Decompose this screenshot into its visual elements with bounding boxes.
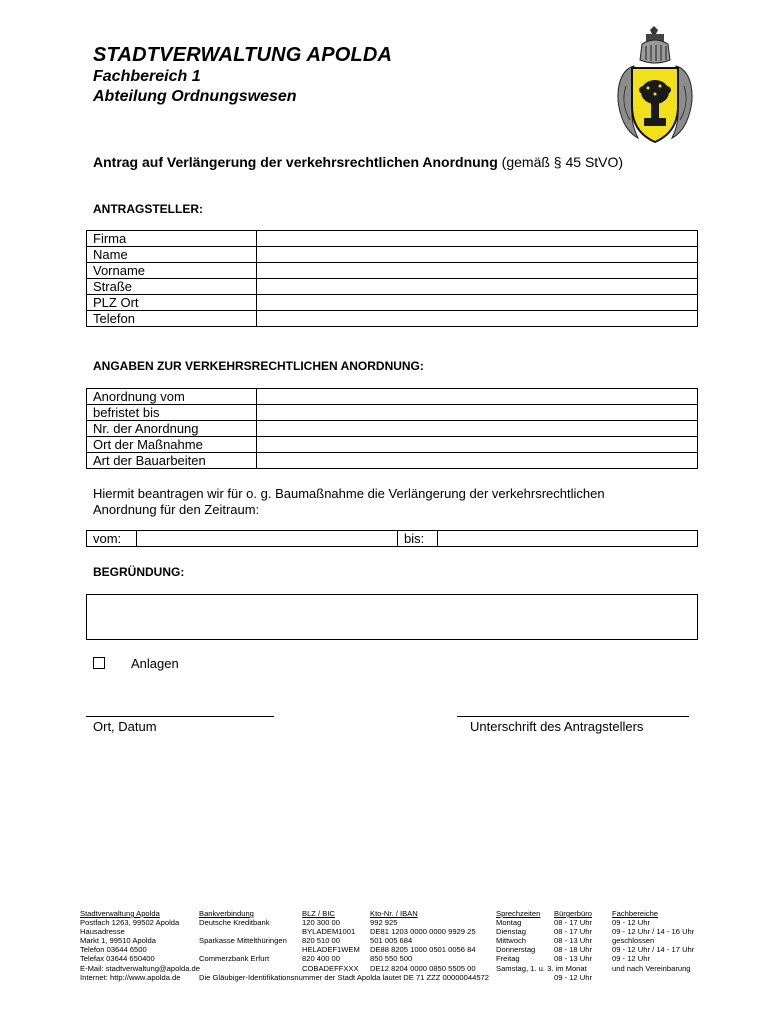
footer-text: Hausadresse (80, 927, 125, 937)
place-date-line[interactable] (86, 716, 274, 717)
footer-text: geschlossen (612, 936, 655, 946)
footer-text (554, 964, 592, 973)
form-heading-bold: Antrag auf Verlängerung der verkehrsrechtlichen Anordnung (93, 154, 498, 170)
footer-text: 08 - 13 Uhr (554, 954, 592, 964)
footer-text: Postfach 1263, 99502 Apolda (80, 918, 180, 928)
footer-creditor-id: Die Gläubiger-Identifikationsnummer der Stadt Apolda lautet DE 71 ZZZ 00000044572 (199, 972, 489, 982)
telefon-input[interactable] (257, 311, 698, 327)
field-label: Anordnung vom (87, 389, 257, 405)
footer-text: 09 - 12 Uhr (612, 954, 650, 964)
footer-heading: Bürgerbüro (554, 909, 592, 918)
footer-text: 09 - 12 Uhr / 14 - 16 Uhr (612, 927, 695, 937)
to-label: bis: (404, 531, 425, 546)
footer-text: Deutsche Kreditbank (199, 918, 270, 928)
city-coat-of-arms-logo (616, 26, 694, 148)
footer-text: Dienstag (496, 927, 526, 937)
reason-heading: BEGRÜNDUNG: (93, 565, 185, 579)
table-row (87, 263, 698, 279)
footer-text: Markt 1, 99510 Apolda (80, 936, 156, 946)
place-date-label: Ort, Datum (93, 719, 157, 734)
table-row (87, 231, 698, 247)
footer-text: 120 300 00 (302, 918, 341, 928)
footer-heading: Fachbereiche (612, 909, 659, 918)
strasse-input[interactable] (257, 279, 698, 295)
field-label: Name (87, 247, 257, 263)
footer-text: Montag (496, 918, 522, 928)
art-bauarbeiten-input[interactable] (257, 453, 698, 469)
footer-text: E-Mail: stadtverwaltung@apolda.de (80, 963, 200, 973)
footer-text: Sparkasse Mittelthüringen (199, 936, 287, 946)
footer-heading: BLZ / BIC (302, 909, 335, 918)
table-row (87, 405, 698, 421)
field-label: Nr. der Anordnung (87, 421, 257, 437)
from-label: vom: (93, 531, 122, 546)
field-label: Vorname (87, 263, 257, 279)
divider (397, 531, 398, 546)
footer-text: DE12 8204 0000 0850 5505 00 (370, 963, 476, 973)
field-label: Telefon (87, 311, 257, 327)
applicant-heading: ANTRAGSTELLER: (93, 202, 203, 216)
request-text-line: Hiermit beantragen wir für o. g. Baumaßnahme die Verlängerung der verkehrsrechtlichen (93, 486, 605, 501)
footer-text: und nach Vereinbarung (612, 963, 691, 973)
request-text-line: Anordnung für den Zeitraum: (93, 502, 260, 517)
footer-text: 09 - 12 Uhr / 14 - 17 Uhr (612, 945, 695, 955)
footer-iban (370, 909, 476, 973)
signature-line[interactable] (457, 716, 689, 717)
footer-heading: Kto-Nr. / IBAN (370, 909, 418, 918)
footer-bank (199, 909, 287, 964)
department-name: Fachbereich 1 (93, 68, 201, 85)
footer-text: HELADEF1WEM (302, 945, 360, 955)
table-row (87, 453, 698, 469)
footer-heading: Stadtverwaltung Apolda (80, 909, 160, 918)
footer-text (199, 945, 287, 954)
footer-text: 08 - 17 Uhr (554, 927, 592, 937)
footer-text: 09 - 12 Uhr (612, 918, 650, 928)
footer-text: Telefax 03644 650400 (80, 954, 155, 964)
footer-text: 08 - 13 Uhr (554, 936, 592, 946)
footer-text: COBADEFFXXX (302, 963, 359, 973)
division-name: Abteilung Ordnungswesen (93, 88, 297, 105)
table-row (87, 437, 698, 453)
field-label: Ort der Maßnahme (87, 437, 257, 453)
name-input[interactable] (257, 247, 698, 263)
order-heading: ANGABEN ZUR VERKEHRSRECHTLICHEN ANORDNUNG: (93, 359, 424, 373)
anordnung-nr-input[interactable] (257, 421, 698, 437)
table-row (87, 389, 698, 405)
footer-heading: Bankverbindung (199, 909, 254, 918)
table-row (87, 311, 698, 327)
request-paragraph (93, 486, 693, 518)
footer-text: 850 550 500 (370, 954, 413, 964)
footer-text: Telefon 03644 6500 (80, 945, 147, 955)
footer-text: 820 510 00 (302, 936, 341, 946)
table-row (87, 247, 698, 263)
table-row (87, 279, 698, 295)
firma-input[interactable] (257, 231, 698, 247)
ort-massnahme-input[interactable] (257, 437, 698, 453)
footer-text: 501 005 684 (370, 936, 413, 946)
table-row (87, 295, 698, 311)
table-row (87, 421, 698, 437)
form-heading (93, 154, 623, 170)
page-title: STADTVERWALTUNG APOLDA (93, 44, 393, 66)
anordnung-vom-input[interactable] (257, 389, 698, 405)
befristet-bis-input[interactable] (257, 405, 698, 421)
footer-blz (302, 909, 360, 973)
field-label: Art der Bauarbeiten (87, 453, 257, 469)
footer-hours-departments (612, 909, 694, 973)
vorname-input[interactable] (257, 263, 698, 279)
footer-text: BYLADEM1001 (302, 927, 356, 937)
attachments-label: Anlagen (131, 656, 179, 671)
signature-label: Unterschrift des Antragstellers (470, 719, 644, 734)
footer-text: Internet: http://www.apolda.de (80, 972, 181, 982)
period-from-input[interactable] (137, 531, 397, 546)
plz-ort-input[interactable] (257, 295, 698, 311)
form-heading-normal: (gemäß § 45 StVO) (497, 154, 624, 170)
footer-text: 09 - 12 Uhr (554, 972, 592, 982)
footer-text: 992 925 (370, 918, 398, 928)
field-label: befristet bis (87, 405, 257, 421)
field-label: Firma (87, 231, 257, 247)
footer-text: 820 400 00 (302, 954, 341, 964)
reason-textarea[interactable] (86, 594, 698, 640)
attachments-checkbox[interactable] (93, 657, 105, 669)
footer-heading: Sprechzeiten (496, 909, 541, 918)
applicant-table (86, 230, 698, 327)
field-label: PLZ Ort (87, 295, 257, 311)
footer-text: Freitag (496, 954, 520, 964)
footer-text: Commerzbank Erfurt (199, 954, 270, 964)
footer-contact (80, 909, 200, 982)
footer-text: Mittwoch (496, 936, 526, 946)
order-table (86, 388, 698, 469)
footer-text: DE88 8205 1000 0501 0056 84 (370, 945, 476, 955)
footer-text: DE81 1203 0000 0000 9929 25 (370, 927, 476, 937)
footer-text: 08 - 18 Uhr (554, 945, 592, 955)
field-label: Straße (87, 279, 257, 295)
footer-hours-citizen-office (554, 909, 592, 982)
footer-text: 08 - 17 Uhr (554, 918, 592, 928)
footer-text: Samstag, 1. u. 3. im Monat (496, 963, 587, 973)
period-to-input[interactable] (438, 531, 696, 546)
footer-text (199, 927, 287, 936)
period-row (86, 530, 698, 547)
footer-text: Donnerstag (496, 945, 536, 955)
